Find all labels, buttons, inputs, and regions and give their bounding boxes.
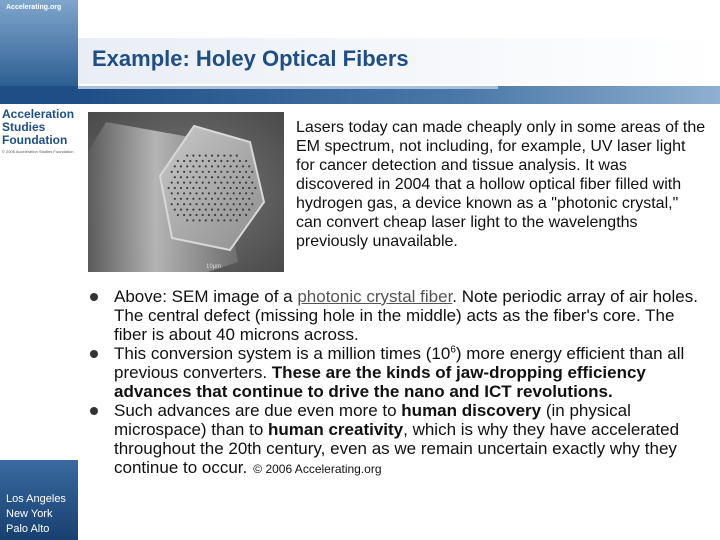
bullet-efficiency <box>86 344 712 401</box>
air-hole <box>248 165 250 167</box>
air-hole <box>174 187 176 189</box>
air-hole <box>211 176 213 178</box>
air-hole <box>186 165 188 167</box>
air-hole <box>180 209 182 211</box>
air-hole <box>183 160 185 162</box>
air-hole <box>211 165 213 167</box>
logo-line-1: Acceleration <box>2 107 75 121</box>
air-hole <box>171 203 173 205</box>
bullet-list <box>86 287 712 479</box>
air-hole <box>205 209 207 211</box>
sem-fiber-image <box>88 112 284 272</box>
air-hole <box>245 160 247 162</box>
air-hole <box>242 165 244 167</box>
air-hole <box>251 203 253 205</box>
air-hole <box>199 176 201 178</box>
bullet-dot <box>90 293 98 301</box>
air-hole <box>189 203 191 205</box>
air-hole <box>214 192 216 194</box>
air-hole <box>202 214 204 216</box>
air-hole <box>205 155 207 157</box>
air-hole <box>214 160 216 162</box>
air-hole <box>192 187 194 189</box>
air-hole <box>217 187 219 189</box>
air-hole <box>205 219 207 221</box>
air-hole <box>199 155 201 157</box>
air-hole <box>186 155 188 157</box>
air-hole <box>242 187 244 189</box>
air-hole <box>195 192 197 194</box>
air-hole <box>192 155 194 157</box>
air-hole <box>183 182 185 184</box>
air-hole <box>192 219 194 221</box>
air-hole <box>226 214 228 216</box>
air-hole <box>174 209 176 211</box>
air-hole <box>180 176 182 178</box>
bullet-dot <box>90 407 98 415</box>
air-hole <box>230 219 232 221</box>
air-hole <box>189 214 191 216</box>
air-hole <box>202 160 204 162</box>
site-url: Accelerating.org <box>6 4 62 11</box>
air-hole <box>186 219 188 221</box>
bullet-text: . Note periodic array of air holes. The central defect (missing hole in the middle) acts as the fiber's core. The fiber is about 40 microns across. <box>114 287 698 344</box>
air-hole <box>220 171 222 173</box>
air-hole <box>177 171 179 173</box>
city-new-york: New York <box>6 508 53 520</box>
air-hole <box>239 182 241 184</box>
air-hole <box>199 219 201 221</box>
air-hole <box>199 209 201 211</box>
air-hole <box>202 171 204 173</box>
air-hole <box>202 203 204 205</box>
bullet-text: (in physical microspace) than to <box>114 401 631 439</box>
air-hole <box>199 187 201 189</box>
air-hole <box>211 155 213 157</box>
air-hole <box>189 171 191 173</box>
slide-title: Example: Holey Optical Fibers <box>92 46 409 71</box>
air-hole <box>189 192 191 194</box>
air-hole <box>183 214 185 216</box>
air-hole <box>208 203 210 205</box>
title-rule-highlight <box>78 86 498 89</box>
air-hole <box>192 198 194 200</box>
air-hole <box>186 187 188 189</box>
air-hole <box>233 160 235 162</box>
air-hole <box>239 160 241 162</box>
air-hole <box>239 203 241 205</box>
air-hole <box>211 219 213 221</box>
air-hole <box>189 182 191 184</box>
bullet-text: Above: SEM image of a <box>114 287 298 306</box>
air-hole <box>205 165 207 167</box>
air-hole <box>220 192 222 194</box>
air-hole <box>223 198 225 200</box>
air-hole <box>202 182 204 184</box>
bullet-text: Such advances are due even more to <box>114 401 402 420</box>
foundation-logo <box>2 108 78 154</box>
air-hole <box>245 203 247 205</box>
bullet-dot <box>90 350 98 358</box>
air-hole <box>217 219 219 221</box>
air-hole <box>220 214 222 216</box>
air-hole <box>214 203 216 205</box>
air-hole <box>217 155 219 157</box>
air-hole <box>208 214 210 216</box>
air-hole <box>239 192 241 194</box>
sidebar-accent-band <box>0 86 78 104</box>
scale-label: 10μm <box>206 264 222 270</box>
air-hole <box>217 209 219 211</box>
air-hole <box>242 209 244 211</box>
air-hole <box>195 214 197 216</box>
air-hole <box>236 209 238 211</box>
bullet-text: ) more energy efficient than all previous converters. <box>114 344 685 382</box>
air-hole <box>192 209 194 211</box>
air-hole <box>230 187 232 189</box>
air-hole <box>236 155 238 157</box>
air-hole <box>230 198 232 200</box>
air-hole <box>248 209 250 211</box>
air-hole <box>245 192 247 194</box>
air-hole <box>242 198 244 200</box>
air-hole <box>236 198 238 200</box>
air-hole <box>254 187 256 189</box>
air-hole <box>226 192 228 194</box>
air-hole <box>217 165 219 167</box>
air-hole <box>230 165 232 167</box>
bullet-sem-description <box>86 287 712 344</box>
air-hole <box>220 160 222 162</box>
air-hole <box>205 176 207 178</box>
air-hole <box>180 187 182 189</box>
air-hole <box>180 165 182 167</box>
air-hole <box>223 165 225 167</box>
air-hole <box>223 187 225 189</box>
bullet-text: This conversion system is a million times (10 <box>114 344 451 363</box>
air-hole <box>245 182 247 184</box>
air-hole <box>230 155 232 157</box>
logo-line-3: Foundation <box>2 133 68 147</box>
air-hole <box>217 198 219 200</box>
air-hole <box>248 187 250 189</box>
bullet-discovery <box>86 401 712 479</box>
air-hole <box>248 176 250 178</box>
air-hole <box>186 209 188 211</box>
air-hole <box>208 160 210 162</box>
city-palo-alto: Palo Alto <box>6 523 50 535</box>
air-hole <box>186 198 188 200</box>
air-hole <box>174 176 176 178</box>
air-hole <box>245 214 247 216</box>
air-hole <box>177 182 179 184</box>
air-hole <box>202 192 204 194</box>
air-hole <box>226 160 228 162</box>
air-hole <box>239 214 241 216</box>
air-hole <box>208 192 210 194</box>
air-hole <box>245 171 247 173</box>
sidebar-top-band <box>0 0 78 86</box>
air-hole <box>230 209 232 211</box>
air-hole <box>223 176 225 178</box>
air-hole <box>195 160 197 162</box>
air-hole <box>171 192 173 194</box>
air-hole <box>251 171 253 173</box>
air-hole <box>199 198 201 200</box>
air-hole <box>183 171 185 173</box>
air-hole <box>233 203 235 205</box>
air-hole <box>177 214 179 216</box>
air-hole <box>236 165 238 167</box>
air-hole <box>205 187 207 189</box>
air-hole <box>223 209 225 211</box>
air-hole <box>195 171 197 173</box>
air-hole <box>195 182 197 184</box>
air-hole <box>226 182 228 184</box>
air-hole <box>239 171 241 173</box>
bullet-emphasis: These are the kinds of jaw-dropping efficiency advances that continue to drive the nano and ICT revolutions. <box>114 363 646 401</box>
air-hole <box>168 187 170 189</box>
air-hole <box>223 219 225 221</box>
air-hole <box>177 192 179 194</box>
air-hole <box>177 160 179 162</box>
photonic-crystal-fiber-link[interactable]: photonic crystal fiber <box>297 287 453 306</box>
logo-subtext: © 2006 Acceleration Studies Foundation <box>2 149 74 154</box>
air-hole <box>171 171 173 173</box>
air-hole <box>186 176 188 178</box>
sidebar <box>0 0 78 540</box>
intro-paragraph: Lasers today can made cheaply only in some areas of the EM spectrum, not including, for example, UV laser light for cancer detection and tissue analysis. It was discovered in 2004 that a hollow optical fiber filled with hydrogen gas, a device known as a "photonic crystal," can convert cheap laser light to the wavelengths previously unavailable. <box>296 119 706 250</box>
bullet-emphasis: human discovery <box>401 401 542 420</box>
air-hole <box>189 160 191 162</box>
air-hole <box>171 182 173 184</box>
air-hole <box>236 219 238 221</box>
air-hole <box>211 198 213 200</box>
bullet-text: , which is why they have accelerated throughout the 20th century, even as we remain uncertain exactly why they continue to occur. <box>114 420 680 477</box>
air-hole <box>195 203 197 205</box>
air-hole <box>208 171 210 173</box>
air-hole <box>211 209 213 211</box>
air-hole <box>174 198 176 200</box>
air-hole <box>248 198 250 200</box>
air-hole <box>251 192 253 194</box>
air-hole <box>183 192 185 194</box>
air-hole <box>251 182 253 184</box>
air-hole <box>220 203 222 205</box>
air-hole <box>230 176 232 178</box>
air-hole <box>174 165 176 167</box>
fiber-illustration <box>88 112 284 272</box>
air-hole <box>214 214 216 216</box>
air-hole <box>199 165 201 167</box>
air-hole <box>233 171 235 173</box>
air-hole <box>214 182 216 184</box>
air-hole <box>233 192 235 194</box>
air-hole <box>214 171 216 173</box>
copyright-notice: © 2006 Accelerating.org <box>253 462 382 476</box>
bullet-emphasis: human creativity <box>268 420 404 439</box>
air-hole <box>226 203 228 205</box>
air-hole <box>233 214 235 216</box>
city-list <box>6 492 66 537</box>
air-hole <box>192 176 194 178</box>
air-hole <box>192 165 194 167</box>
air-hole <box>242 176 244 178</box>
logo-line-2: Studies <box>2 120 46 134</box>
air-hole <box>236 187 238 189</box>
air-hole <box>217 176 219 178</box>
air-hole <box>226 171 228 173</box>
exponent: 6 <box>450 344 456 356</box>
air-hole <box>208 182 210 184</box>
city-los-angeles: Los Angeles <box>6 493 66 505</box>
air-hole <box>177 203 179 205</box>
air-hole <box>220 182 222 184</box>
air-hole <box>236 176 238 178</box>
air-hole <box>180 198 182 200</box>
air-hole <box>223 155 225 157</box>
air-hole <box>183 203 185 205</box>
air-hole <box>205 198 207 200</box>
air-hole <box>233 182 235 184</box>
